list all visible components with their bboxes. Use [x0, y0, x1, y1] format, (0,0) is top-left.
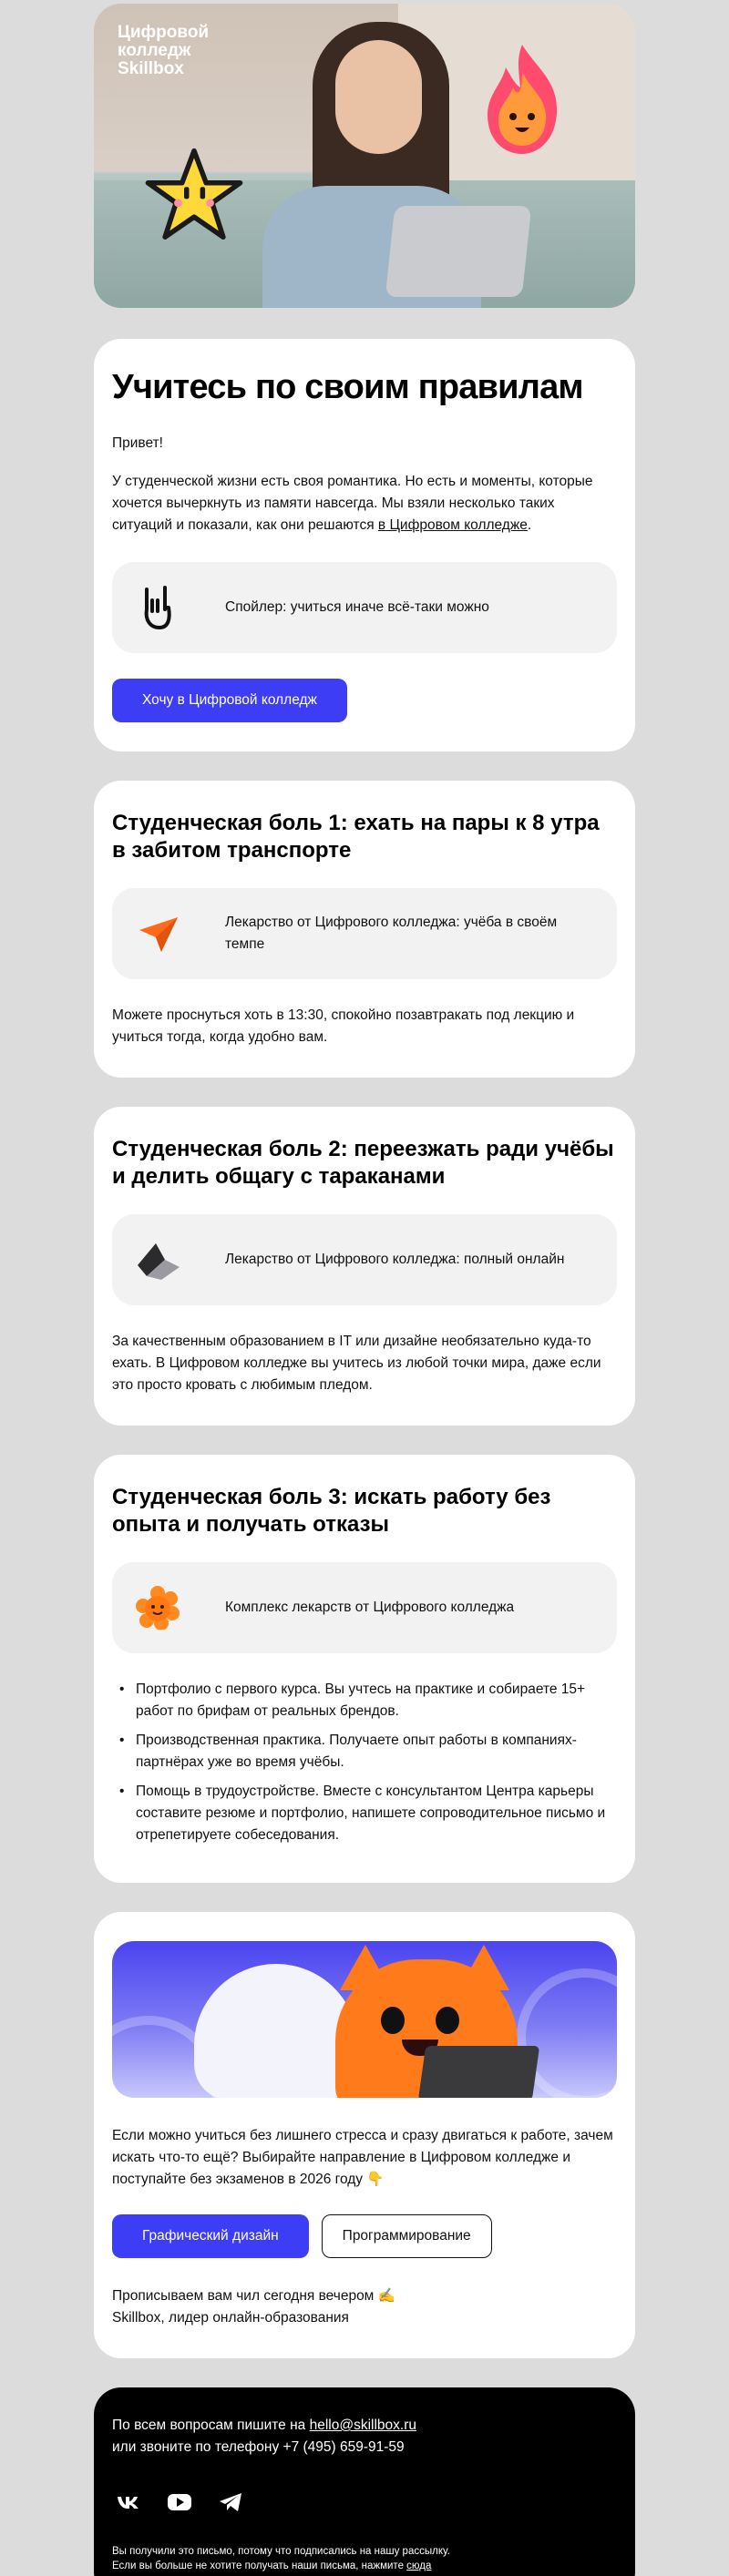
pain-1-title: Студенческая боль 1: ехать на пары к 8 утра в забитом транспорте: [112, 811, 600, 863]
programming-button[interactable]: Программирование: [322, 2214, 492, 2258]
spoiler-note: Спойлер: учиться иначе всё-таки можно: [112, 562, 617, 653]
intro-card: [94, 339, 635, 751]
signature-line-2: Skillbox, лидер онлайн-образования: [112, 2310, 349, 2326]
graphic-design-button[interactable]: Графический дизайн: [112, 2214, 309, 2258]
benefits-list: [112, 1679, 617, 1846]
telegram-icon[interactable]: [214, 2486, 247, 2519]
college-link[interactable]: в Цифровом колледже: [377, 517, 528, 533]
list-item: • Помощь в трудоустройстве. Вместе с консультантом Центра карьеры составите резюме и портфолио, напишете сопроводительное письмо и отрепетируете собеседования.: [112, 1781, 617, 1846]
list-item: • Производственная практика. Получаете опыт работы в компаниях-партнёрах уже во время учёбы.: [112, 1730, 617, 1774]
paper-plane-icon: [134, 910, 181, 957]
greeting: Привет!: [112, 435, 163, 451]
signature-line-1: Прописываем вам чил сегодня вечером ✍️: [112, 2288, 395, 2304]
email-link[interactable]: hello@skillbox.ru: [309, 2418, 416, 2433]
pain-1-text: Можете проснуться хоть в 13:30, спокойно позавтракать под лекцию и учиться тогда, когда удобно вам.: [112, 1007, 575, 1045]
disclaimer-1: Вы получили это письмо, потому что подписались на нашу рассылку.: [112, 2546, 450, 2557]
phone-line: или звоните по телефону +7 (495) 659-91-59: [112, 2439, 405, 2455]
disclaimer-2: Если вы больше не хотите получать наши письма, нажмите сюда: [112, 2561, 432, 2571]
star-sticker-icon: [144, 145, 244, 245]
laptop-icon: [134, 1236, 181, 1283]
pain-card-2: [94, 1107, 635, 1426]
pain-2-note: Лекарство от Цифрового колледжа: полный онлайн: [112, 1214, 617, 1305]
fire-sticker-icon: [477, 40, 568, 158]
flower-icon: [134, 1584, 181, 1631]
pain-3-title: Студенческая боль 3: искать работу без опыта и получать отказы: [112, 1485, 551, 1537]
pain-2-title: Студенческая боль 2: переезжать ради учёбы и делить общагу с тараканами: [112, 1137, 614, 1189]
pain-1-note: Лекарство от Цифрового колледжа: учёба в своём темпе: [112, 888, 617, 979]
pain-card-3: [94, 1455, 635, 1883]
vk-icon[interactable]: [112, 2486, 145, 2519]
pain-card-1: [94, 781, 635, 1078]
pain-3-note: Комплекс лекарств от Цифрового колледжа: [112, 1562, 617, 1653]
mascot-banner: [112, 1941, 617, 2098]
footer: [94, 2387, 635, 2576]
unsubscribe-link[interactable]: сюда: [406, 2561, 432, 2571]
rock-hand-icon: [134, 584, 181, 631]
list-item: • Портфолио с первого курса. Вы учтесь на практике и собираете 15+ работ по брифам от реальных брендов.: [112, 1679, 617, 1722]
apply-college-button[interactable]: Хочу в Цифровой колледж: [112, 679, 347, 722]
cta-text: Если можно учиться без лишнего стресса и сразу двигаться к работе, зачем искать что-то ещё? Выбирайте направление в Цифровом колледже и поступайте без экзаменов в 2026 году 👇: [112, 2128, 613, 2187]
contact-line: По всем вопросам пишите на hello@skillbox.ru: [112, 2418, 416, 2433]
intro-text: У студенческой жизни есть своя романтика. Но есть и моменты, которые хочется вычеркнуть из памяти навсегда. Мы взяли несколько таких ситуаций и показали, как они решаются в Цифровом колледже.: [112, 474, 593, 533]
page-title: Учитесь по своим правилам: [112, 368, 583, 406]
youtube-icon[interactable]: [163, 2486, 196, 2519]
hero-banner: [94, 4, 635, 308]
pain-2-text: За качественным образованием в IT или дизайне необязательно куда-то ехать. В Цифровом колледже вы учитесь из любой точки мира, даже если это просто кровать с любимым пледом.: [112, 1334, 601, 1393]
college-logo: Цифровой колледж Skillbox: [118, 23, 210, 78]
cta-card: [94, 1912, 635, 2358]
direction-buttons: [112, 2214, 617, 2258]
social-links: [112, 2486, 617, 2519]
